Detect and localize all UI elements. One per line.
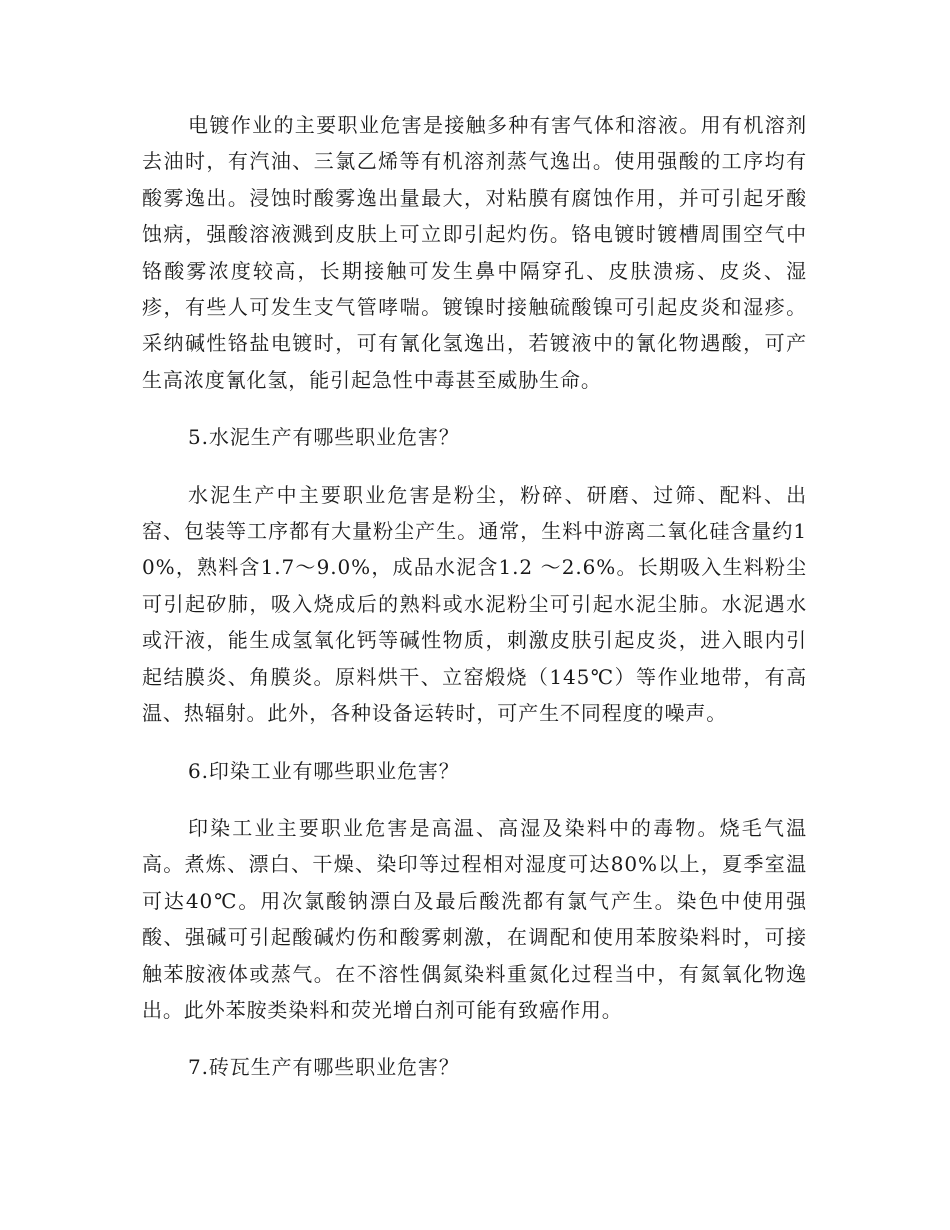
heading-brick-tile-production: 7.砖瓦生产有哪些职业危害？ (188, 1055, 460, 1080)
heading-dyeing-industry: 6.印染工业有哪些职业危害？ (188, 758, 460, 783)
paragraph-electroplating-hazards: 电镀作业的主要职业危害是接触多种有害气体和溶液。用有机溶剂去油时，有汽油、三氯乙烯等有机溶剂蒸气逸出。使用强酸的工序均有酸雾逸出。浸蚀时酸雾逸出量最大，对粘膜有腐蚀作用，并可引起牙酸蚀病，强酸溶液溅到皮肤上可立即引起灼伤。铬电镀时镀槽周围空气中铬酸雾浓度较高，长期接触可发生鼻中隔穿孔、皮肤溃疡、皮炎、湿疹，有些人可发生支气管哮喘。镀镍时接触硫酸镍可引起皮炎和湿疹。采纳碱性铬盐电镀时，可有氰化氢逸出，若镀液中的氰化物遇酸，可产生高浓度氰化氢，能引起急性中毒甚至威胁生命。 (142, 113, 807, 392)
paragraph-cement-hazards: 水泥生产中主要职业危害是粉尘，粉碎、研磨、过筛、配料、出窑、包装等工序都有大量粉尘产生。通常，生料中游离二氧化硅含量约10%，熟料含1.7～9.0%，成品水泥含1.2 ～2.6%。长期吸入生料粉尘可引起矽肺，吸入烧成后的熟料或水泥粉尘可引起水泥尘肺。水泥遇水或汗液，能生成氢氧化钙等碱性物质，刺激皮肤引起皮炎，进入眼内引起结膜炎、角膜炎。原料烘干、立窑煅烧（145℃）等作业地带，有高温、热辐射。此外，各种设备运转时，可产生不同程度的噪声。 (142, 482, 807, 726)
paragraph-dyeing-hazards: 印染工业主要职业危害是高温、高湿及染料中的毒物。烧毛气温高。煮炼、漂白、干燥、染印等过程相对湿度可达80%以上，夏季室温可达40℃。用次氯酸钠漂白及最后酸洗都有氯气产生。染色中使用强酸、强碱可引起酸碱灼伤和酸雾刺激，在调配和使用苯胺染料时，可接触苯胺液体或蒸气。在不溶性偶氮染料重氮化过程当中，有氮氧化物逸出。此外苯胺类染料和荧光增白剂可能有致癌作用。 (142, 815, 807, 1022)
heading-cement-production: 5.水泥生产有哪些职业危害？ (188, 425, 460, 450)
document-body (142, 107, 807, 1086)
